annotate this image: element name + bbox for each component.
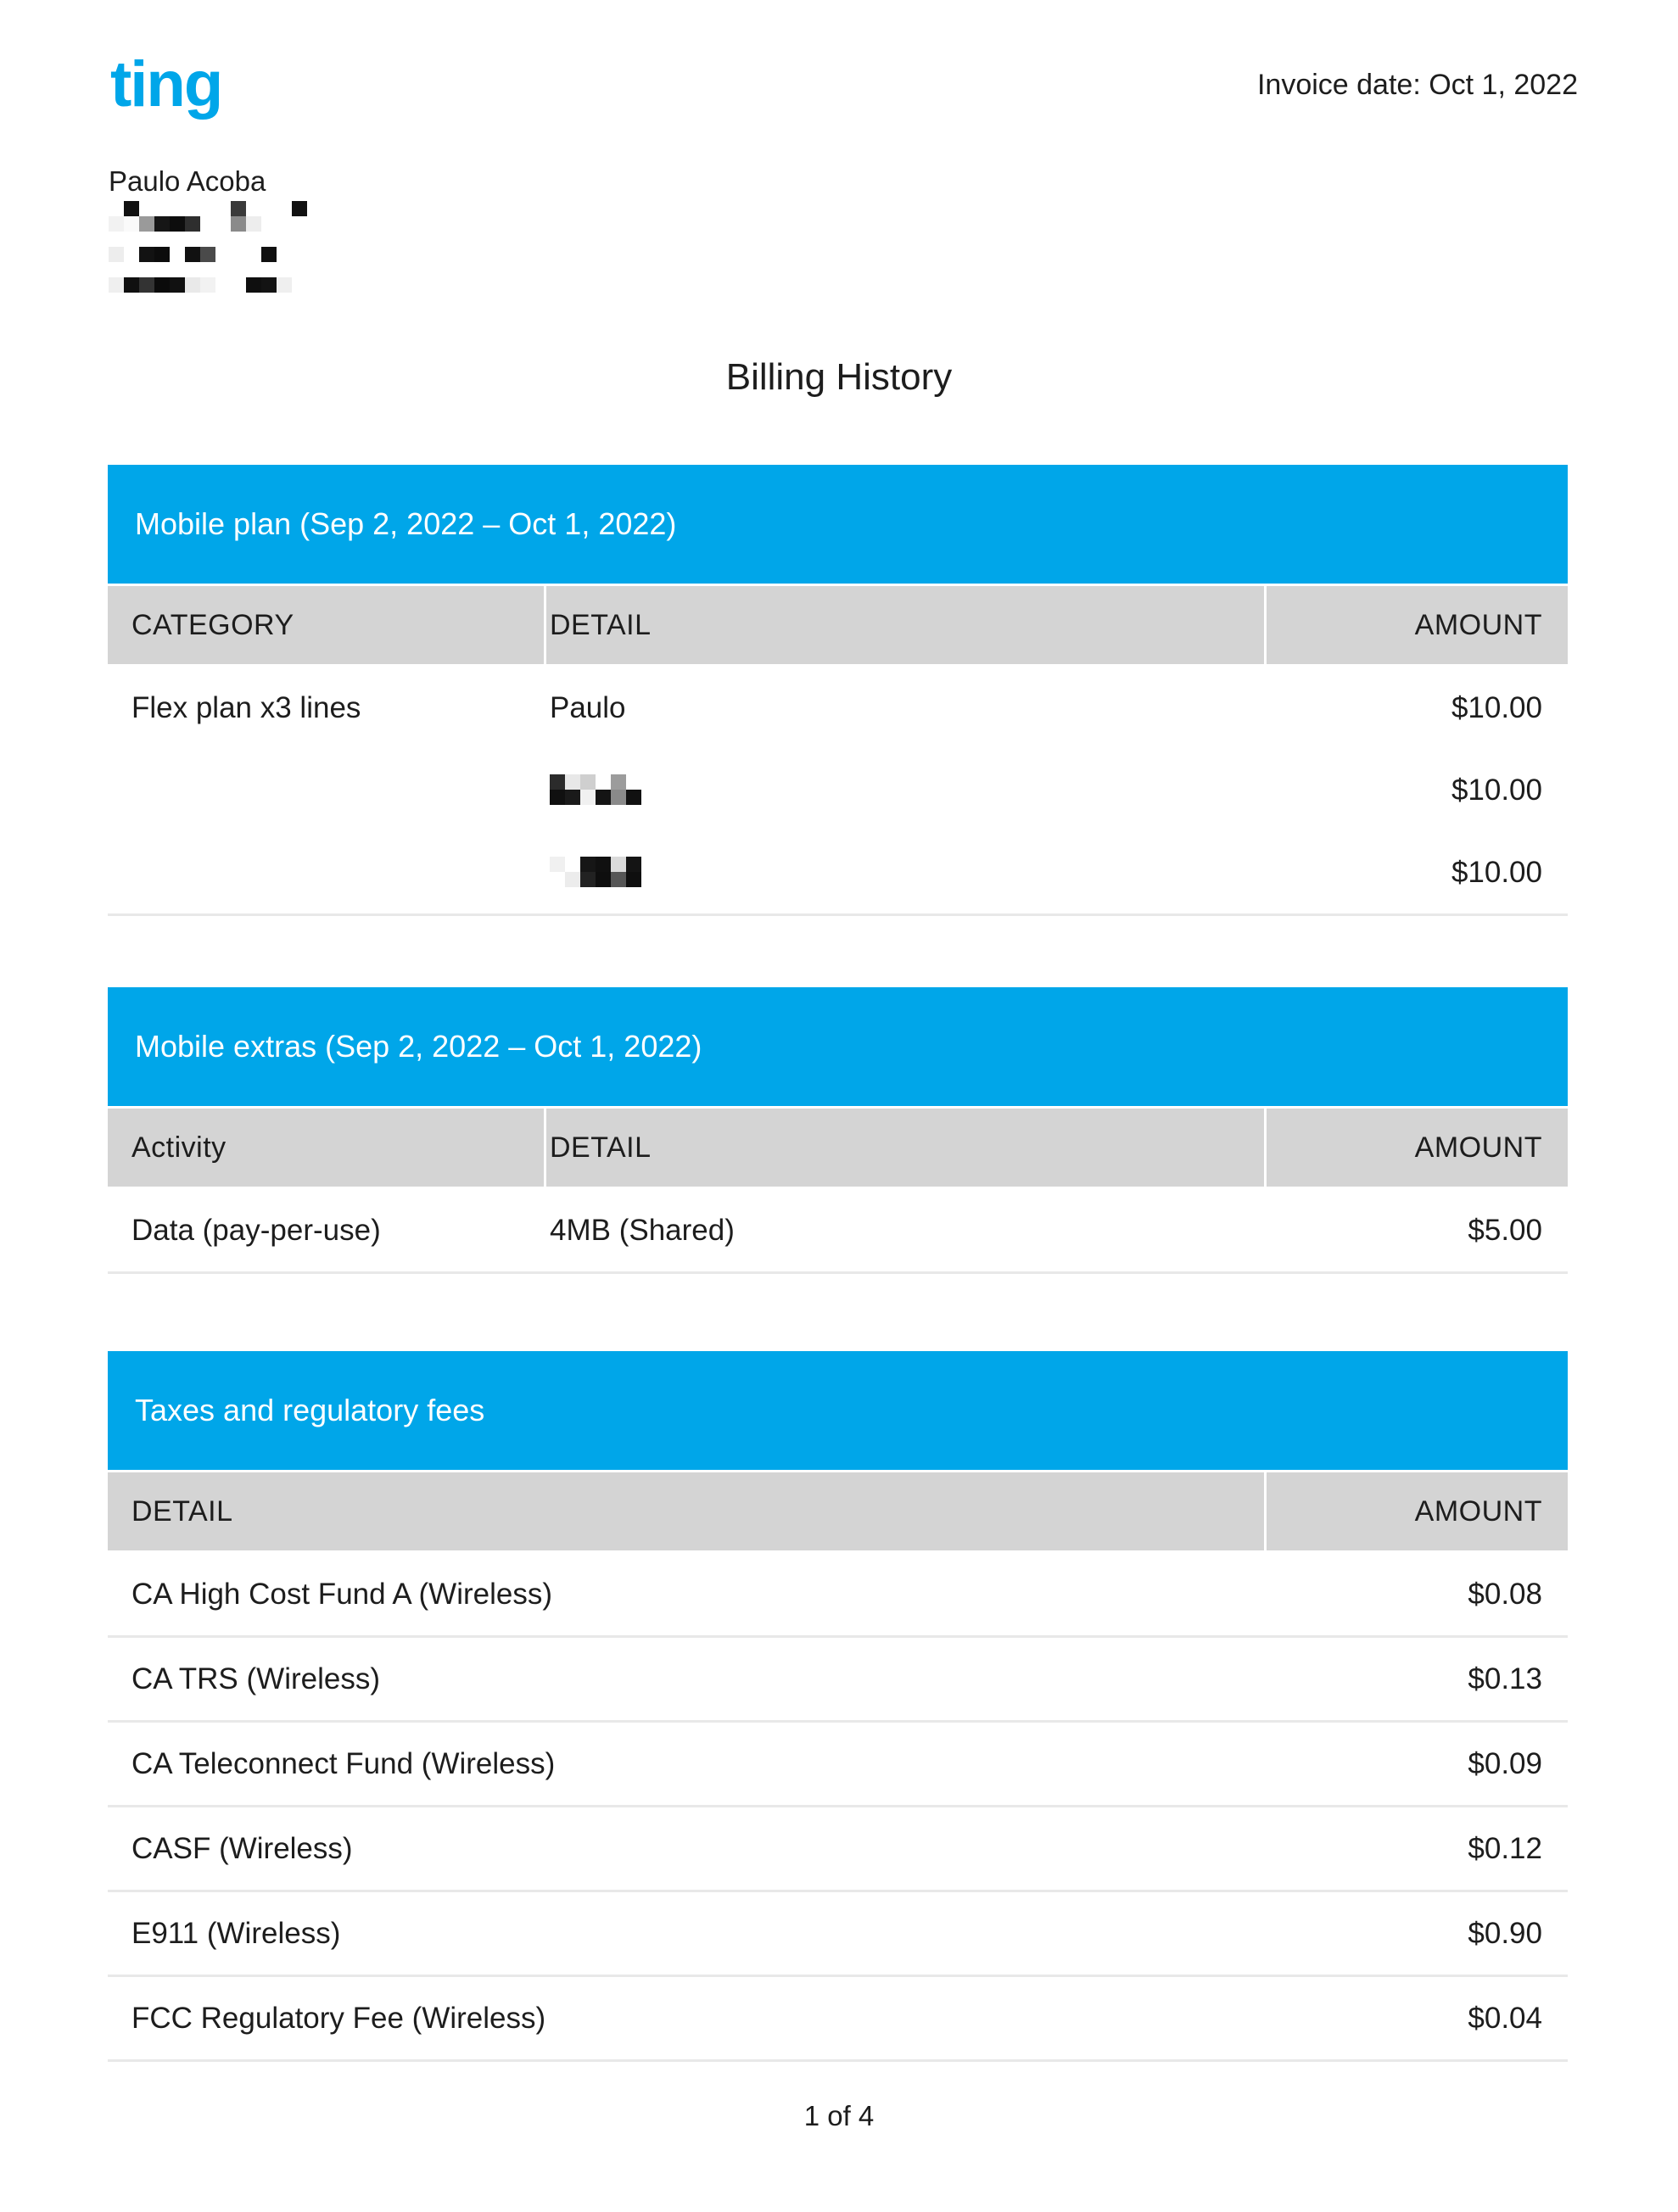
redacted-line-name-pixel [611,790,626,805]
redacted-line-name [550,857,643,888]
detail-cell: Flex plan x3 lines [108,667,544,749]
redacted-address-pixel [139,216,154,232]
redacted-address [109,201,321,294]
table-row [108,1635,1568,1720]
redacted-address-pixel [170,277,185,293]
detail-cell: CASF (Wireless) [108,1807,1264,1890]
table-row [108,749,1568,831]
redacted-line-name-pixel [580,790,596,805]
detail-cell: 4MB (Shared) [546,1189,1264,1271]
redacted-address-pixel [292,201,307,216]
customer-name: Paulo Acoba [109,165,266,197]
redacted-address-pixel [261,247,277,262]
column-header: AMOUNT [1267,586,1568,664]
redacted-line-name-pixel [550,790,565,805]
billing-tables [108,465,1568,2062]
redacted-address-pixel [170,216,185,232]
redacted-address-pixel [261,277,277,293]
column-header: CATEGORY [108,586,544,664]
table-row [108,1553,1568,1635]
redacted-line-name-pixel [550,774,565,790]
redacted-address-pixel [154,247,170,262]
detail-cell: FCC Regulatory Fee (Wireless) [108,1977,1264,2059]
redacted-address-pixel [124,201,139,216]
detail-cell: E911 (Wireless) [108,1892,1264,1975]
amount-cell: $0.13 [1267,1638,1568,1720]
redacted-address-pixel [231,201,246,216]
detail-cell [546,749,1264,831]
detail-cell: Paulo [546,667,1264,749]
table-title: Mobile plan (Sep 2, 2022 – Oct 1, 2022) [135,506,677,542]
detail-cell [546,831,1264,913]
column-header: AMOUNT [1267,1472,1568,1550]
detail-cell: Data (pay-per-use) [108,1189,544,1271]
detail-cell [108,831,544,913]
amount-cell: $0.09 [1267,1723,1568,1805]
amount-cell: $0.90 [1267,1892,1568,1975]
table-row [108,1720,1568,1805]
detail-cell: CA Teleconnect Fund (Wireless) [108,1723,1264,1805]
redacted-line-name-pixel [626,872,641,887]
table-title: Mobile extras (Sep 2, 2022 – Oct 1, 2022) [135,1029,702,1064]
table-row [108,1890,1568,1975]
redacted-address-pixel [185,277,200,293]
redacted-address-pixel [139,247,154,262]
table-header-row [108,1472,1568,1550]
detail-cell [108,749,544,831]
redacted-address-pixel [109,216,124,232]
column-header: DETAIL [546,1109,1264,1187]
table-title-bar [108,465,1568,584]
redacted-line-name-pixel [565,872,580,887]
redacted-line-name-pixel [611,857,626,872]
redacted-line-name-pixel [611,872,626,887]
redacted-address-pixel [154,277,170,293]
column-header: AMOUNT [1267,1109,1568,1187]
amount-cell: $0.08 [1267,1553,1568,1635]
redacted-address-pixel [200,277,215,293]
redacted-line-name [550,774,643,806]
billing-table-1 [108,465,1568,916]
page-title: Billing History [725,356,953,399]
redacted-line-name-pixel [565,790,580,805]
customer-block [109,166,1678,294]
redacted-line-name-pixel [596,790,611,805]
page-number: 1 of 4 [803,2100,875,2132]
redacted-address-pixel [185,247,200,262]
amount-cell: $0.04 [1267,1977,1568,2059]
redacted-address-pixel [139,277,154,293]
amount-cell: $10.00 [1267,831,1568,913]
table-title-bar [108,1351,1568,1470]
redacted-address-pixel [277,277,292,293]
ting-logo: ting [110,48,222,120]
redacted-address-pixel [246,277,261,293]
table-title: Taxes and regulatory fees [135,1393,485,1428]
detail-cell: CA High Cost Fund A (Wireless) [108,1553,1264,1635]
amount-cell: $10.00 [1267,667,1568,749]
table-row [108,1975,1568,2059]
redacted-line-name-pixel [580,774,596,790]
table-title-bar [108,987,1568,1106]
table-row [108,831,1568,913]
column-header: DETAIL [108,1472,1264,1550]
amount-cell: $0.12 [1267,1807,1568,1890]
redacted-line-name-pixel [626,857,641,872]
redacted-address-pixel [246,216,261,232]
column-header: Activity [108,1109,544,1187]
redacted-address-pixel [124,277,139,293]
redacted-line-name-pixel [580,872,596,887]
redacted-line-name-pixel [596,872,611,887]
redacted-address-pixel [200,247,215,262]
table-row [108,1805,1568,1890]
redacted-address-pixel [154,216,170,232]
redacted-line-name-pixel [611,774,626,790]
table-row [108,1189,1568,1271]
table-header-row [108,586,1568,664]
redacted-line-name-pixel [596,857,611,872]
redacted-line-name-pixel [580,857,596,872]
table-header-row [108,1109,1568,1187]
redacted-address-pixel [109,247,124,262]
redacted-line-name-pixel [565,774,580,790]
billing-table-2 [108,987,1568,1274]
amount-cell: $5.00 [1267,1189,1568,1271]
redacted-line-name-pixel [626,790,641,805]
column-header: DETAIL [546,586,1264,664]
redacted-address-pixel [185,216,200,232]
amount-cell: $10.00 [1267,749,1568,831]
detail-cell: CA TRS (Wireless) [108,1638,1264,1720]
redacted-address-pixel [124,216,139,232]
billing-table-3 [108,1351,1568,2062]
invoice-date: Invoice date: Oct 1, 2022 [1256,68,1578,101]
redacted-line-name-pixel [550,857,565,872]
table-row [108,667,1568,749]
redacted-address-pixel [109,277,124,293]
page-header [110,41,1578,129]
redacted-address-pixel [231,216,246,232]
